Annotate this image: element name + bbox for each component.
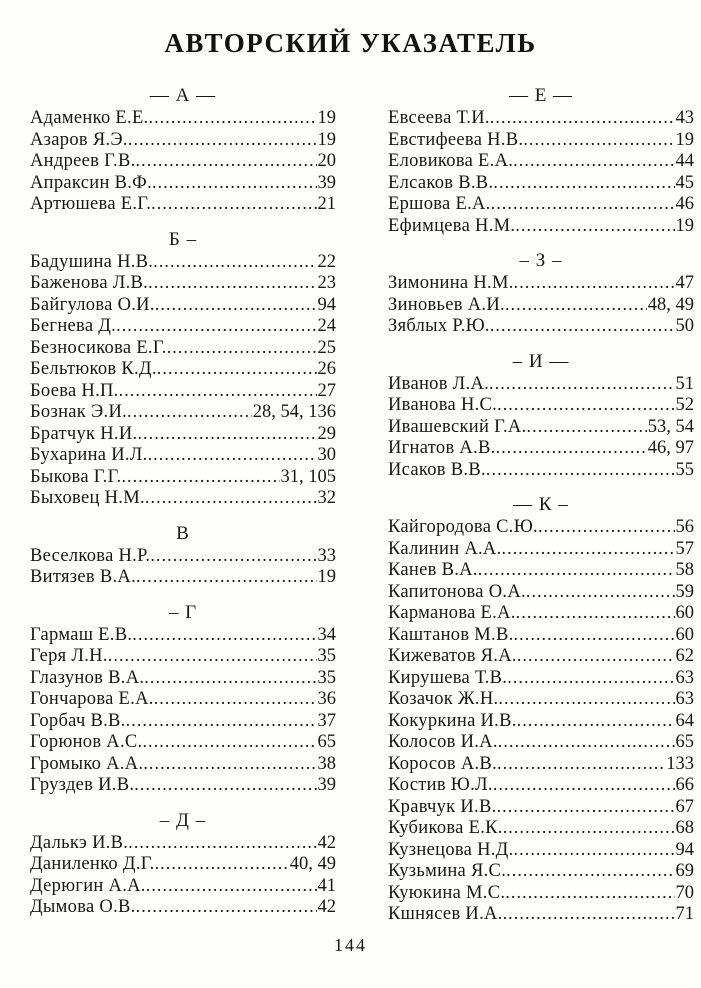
index-entry [30, 358, 336, 380]
dot-leader [498, 731, 675, 753]
dot-leader [514, 839, 675, 861]
dot-leader [493, 774, 675, 796]
author-name: Горюнов А.С. [30, 732, 143, 752]
dot-leader [491, 193, 675, 215]
page-ref: 47 [675, 273, 694, 293]
dot-leader [121, 466, 279, 488]
author-name: Кузьмина Я.С. [388, 861, 507, 881]
index-entry [388, 459, 694, 481]
author-name: Куюкина М.С. [388, 882, 506, 903]
page-ref: 39 [317, 172, 336, 193]
index-entry [30, 832, 336, 854]
dot-leader [490, 315, 675, 337]
dot-leader [497, 394, 674, 416]
page-ref: 28, 54, 136 [252, 402, 336, 422]
dot-leader [514, 624, 675, 646]
index-entry [388, 215, 694, 237]
dot-leader [146, 875, 317, 897]
index-entry [388, 538, 694, 560]
index-entry [388, 817, 694, 839]
author-name: Исаков В.В. [388, 459, 486, 480]
author-name: Иванова Н.С. [388, 395, 498, 415]
index-section [388, 250, 694, 337]
index-entry [388, 581, 694, 603]
author-name: Боева Н.П. [30, 380, 119, 401]
index-entry [30, 853, 336, 875]
dot-leader [150, 545, 316, 567]
dot-leader [505, 882, 674, 904]
author-name: Геря Л.Н. [30, 646, 108, 666]
page-ref: 26 [317, 359, 336, 379]
page-ref: 67 [675, 796, 694, 817]
page-ref: 40, 49 [289, 854, 336, 874]
index-entry [30, 688, 336, 710]
page-ref: 71 [675, 904, 694, 924]
page-ref: 50 [675, 316, 694, 336]
page-ref: 58 [675, 560, 694, 580]
author-name: Веселкова Н.Р. [30, 545, 151, 566]
page-ref: 19 [675, 129, 694, 150]
dot-leader [153, 251, 316, 273]
index-entry [388, 129, 694, 151]
page-ref: 56 [675, 517, 694, 537]
dot-leader [503, 903, 675, 925]
index-entry [30, 315, 336, 337]
dot-leader [497, 753, 665, 775]
page-ref: 19 [317, 129, 336, 150]
page-ref: 52 [675, 395, 694, 415]
author-name: Козачок Ж.Н. [388, 689, 499, 709]
section-letter: – Г [168, 601, 198, 623]
page-ref: 19 [317, 567, 336, 587]
index-entry [388, 796, 694, 818]
author-name: Кирушева Т.В. [388, 667, 508, 688]
page-ref: 29 [317, 423, 336, 444]
index-entry [30, 337, 336, 359]
index-entry [388, 516, 694, 538]
page-ref: 63 [675, 689, 694, 709]
dot-leader [136, 150, 317, 172]
author-name: Далькэ И.В. [30, 832, 129, 853]
author-name: Игнатов А.В. [388, 438, 496, 458]
dot-leader [478, 559, 675, 581]
index-entry [30, 896, 336, 918]
page-ref: 60 [675, 603, 694, 623]
dot-leader [154, 688, 317, 710]
author-name: Карманова Е.А. [388, 603, 516, 623]
author-name: Адаменко Е.Е. [30, 108, 149, 128]
index-entry [388, 645, 694, 667]
dot-leader [116, 315, 316, 337]
dot-leader [498, 688, 674, 710]
dot-leader [144, 667, 316, 689]
author-name: Ершова Е.А. [388, 194, 491, 214]
author-name: Витязев В.А. [30, 567, 137, 587]
section-letter: — Е — [508, 85, 574, 106]
page-ref: 63 [675, 667, 694, 688]
dot-leader [155, 853, 289, 875]
author-name: Коросов А.В. [388, 753, 497, 774]
index-entry [388, 373, 694, 395]
index-section [30, 523, 336, 588]
dot-leader [526, 581, 675, 603]
page-ref: 27 [317, 380, 336, 401]
page-ref: 57 [675, 538, 694, 559]
dot-leader [127, 401, 252, 423]
author-name: Зимонина Н.М. [388, 273, 514, 293]
page-ref: 43 [675, 108, 694, 128]
page-ref: 46, 97 [647, 438, 694, 458]
dot-leader [142, 731, 316, 753]
page-ref: 69 [675, 861, 694, 881]
dot-leader [516, 602, 675, 624]
index-section [30, 810, 336, 918]
dot-leader [132, 624, 316, 646]
dot-leader [513, 150, 674, 172]
author-name: Безносикова Е.Г. [30, 337, 167, 358]
page-ref: 36 [317, 689, 336, 709]
index-entry [388, 416, 694, 438]
page-ref: 45 [675, 172, 694, 193]
page-ref: 133 [666, 753, 694, 774]
index-entry [30, 731, 336, 753]
author-name: Евсеева Т.И. [388, 108, 490, 128]
index-section [30, 229, 336, 509]
index-entry [30, 466, 336, 488]
author-name: Бельтюков К.Д. [30, 359, 157, 379]
index-entry [388, 294, 694, 316]
page-ref: 35 [317, 646, 336, 666]
author-name: Калинин А.А. [388, 538, 502, 559]
page-ref: 68 [675, 818, 694, 838]
dot-leader [167, 337, 317, 359]
page-ref: 25 [317, 337, 336, 358]
index-entry [30, 710, 336, 732]
author-name: Дымова О.В. [30, 897, 136, 917]
page-ref: 42 [317, 832, 336, 853]
author-name: Кокуркина И.В. [388, 710, 517, 731]
author-name: Братчук Н.И. [30, 423, 138, 444]
index-entry [388, 193, 694, 215]
index-entry [30, 487, 336, 509]
author-name: Ефимцева Н.М. [388, 215, 516, 236]
author-name: Кижеватов Я.А. [388, 646, 517, 666]
author-name: Быкова Г.Г. [30, 466, 122, 487]
dot-leader [126, 710, 317, 732]
page-ref: 39 [317, 775, 336, 795]
page-ref: 32 [317, 488, 336, 508]
index-entry [30, 545, 336, 567]
author-name: Бадушина Н.В. [30, 251, 154, 272]
page-ref: 37 [317, 710, 336, 731]
dot-leader [503, 817, 675, 839]
dot-leader [137, 423, 316, 445]
page-ref: 65 [675, 732, 694, 752]
dot-leader [490, 107, 675, 129]
page-ref: 30 [317, 445, 336, 465]
author-name: Апраксин В.Ф. [30, 172, 152, 193]
author-name: Каштанов М.В. [388, 624, 514, 645]
index-entry [30, 566, 336, 588]
author-name: Иванов Л.А. [388, 373, 490, 394]
dot-leader [486, 459, 675, 481]
index-entry [388, 882, 694, 904]
page-ref: 65 [317, 732, 336, 752]
index-entry [388, 437, 694, 459]
page-ref: 24 [317, 316, 336, 336]
author-name: Баженова Л.В. [30, 273, 149, 293]
index-entry [30, 380, 336, 402]
page-ref: 94 [317, 294, 336, 315]
index-entry [388, 559, 694, 581]
left-column [30, 85, 336, 939]
index-entry [388, 315, 694, 337]
author-name: Гончарова Е.А. [30, 689, 154, 709]
index-entry [388, 272, 694, 294]
author-name: Кубикова Е.К. [388, 818, 503, 838]
page-ref: 60 [675, 624, 694, 645]
index-entry [388, 667, 694, 689]
author-name: Бухарина И.Л. [30, 445, 148, 465]
page-ref: 19 [317, 108, 336, 128]
index-entry [30, 251, 336, 273]
index-entry [388, 172, 694, 194]
index-entry [30, 401, 336, 423]
index-entry [30, 107, 336, 129]
page-ref: 31, 105 [280, 466, 336, 487]
author-name: Груздев И.В. [30, 775, 135, 795]
index-section [30, 602, 336, 796]
author-name: Кшнясев И.А. [388, 904, 503, 924]
index-entry [30, 150, 336, 172]
dot-leader [496, 437, 647, 459]
page-ref: 38 [317, 753, 336, 774]
index-entry [30, 645, 336, 667]
index-entry [30, 172, 336, 194]
dot-leader [145, 487, 317, 509]
dot-leader [148, 107, 316, 129]
author-name: Елсаков В.В. [388, 172, 494, 193]
index-entry [30, 193, 336, 215]
page-number: 144 [334, 935, 367, 955]
author-name: Кайгородова С.Ю. [388, 517, 538, 537]
index-entry [388, 731, 694, 753]
index-entry [388, 753, 694, 775]
index-entry [30, 294, 336, 316]
section-letter: – И — [512, 350, 570, 372]
section-letter: — А — [149, 85, 217, 106]
dot-leader [489, 373, 674, 395]
dot-leader [527, 416, 647, 438]
page-ref: 46 [675, 194, 694, 214]
page-ref: 23 [317, 273, 336, 293]
index-entry [30, 774, 336, 796]
dot-leader [152, 172, 317, 194]
page-ref: 35 [317, 667, 336, 688]
author-name: Капитонова О.А. [388, 581, 526, 602]
dot-leader [506, 860, 674, 882]
page-ref: 48, 49 [647, 294, 694, 315]
dot-leader [157, 358, 317, 380]
dot-leader [517, 710, 675, 732]
author-name: Кравчук И.В. [388, 796, 497, 817]
section-letter: – З – [519, 250, 563, 271]
dot-leader [502, 538, 675, 560]
page-ref: 55 [675, 459, 694, 480]
document-page [0, 28, 701, 955]
page-ref: 42 [317, 897, 336, 917]
dot-leader [151, 193, 316, 215]
index-entry [30, 624, 336, 646]
index-section [30, 85, 336, 215]
index-entry [30, 444, 336, 466]
author-name: Канев В.А. [388, 560, 478, 580]
index-entry [388, 903, 694, 925]
page-ref: 41 [317, 875, 336, 896]
index-entry [388, 839, 694, 861]
dot-leader [128, 832, 316, 854]
page-ref: 53, 54 [647, 416, 694, 437]
page-ref: 33 [317, 545, 336, 566]
author-name: Евстифеева Н.В. [388, 129, 524, 150]
dot-leader [136, 896, 317, 918]
section-letter: В [176, 522, 190, 544]
author-name: Азаров Я.Э. [30, 129, 128, 150]
index-entry [30, 423, 336, 445]
author-name: Костив Ю.Л. [388, 775, 493, 795]
page-ref: 20 [317, 151, 336, 171]
right-column [388, 85, 694, 939]
author-name: Зяблых Р.Ю. [388, 316, 490, 336]
author-name: Артюшева Е.Г. [30, 194, 152, 214]
dot-leader [155, 294, 317, 316]
page-title: АВТОРСКИЙ УКАЗАТЕЛЬ [164, 28, 537, 58]
index-entry [388, 860, 694, 882]
section-letter: Б – [168, 228, 198, 250]
page-ref: 19 [675, 215, 694, 236]
index-entry [388, 624, 694, 646]
author-name: Андреев Г.В. [30, 151, 136, 171]
dot-leader [517, 645, 675, 667]
dot-leader [514, 272, 675, 294]
author-name: Быховец Н.М. [30, 488, 145, 508]
index-columns [0, 85, 701, 939]
author-name: Зиновьев А.И. [388, 294, 505, 315]
page-ref: 59 [675, 581, 694, 602]
index-entry [30, 875, 336, 897]
author-name: Громыко А.А. [30, 753, 144, 774]
page-ref: 62 [675, 646, 694, 666]
dot-leader [119, 380, 317, 402]
author-name: Дерюгин А.А. [30, 875, 146, 896]
index-entry [388, 688, 694, 710]
index-section [388, 85, 694, 236]
author-name: Глазунов В.А. [30, 667, 145, 688]
author-name: Гармаш Е.В. [30, 624, 133, 645]
index-entry [30, 129, 336, 151]
page-ref: 44 [675, 151, 694, 171]
dot-leader [515, 215, 674, 237]
dot-leader [538, 516, 675, 538]
author-name: Бознак Э.И. [30, 402, 128, 422]
dot-leader [148, 272, 316, 294]
page-ref: 94 [675, 839, 694, 860]
author-name: Горбач В.В. [30, 710, 126, 731]
dot-leader [134, 774, 316, 796]
index-section [388, 494, 694, 925]
author-name: Еловикова Е.А. [388, 151, 514, 171]
page-ref: 34 [317, 624, 336, 645]
dot-leader [143, 753, 316, 775]
dot-leader [507, 667, 674, 689]
index-entry [388, 394, 694, 416]
index-entry [388, 602, 694, 624]
author-name: Кузнецова Н.Д. [388, 839, 514, 860]
page-ref: 66 [675, 775, 694, 795]
dot-leader [523, 129, 674, 151]
index-entry [30, 667, 336, 689]
author-name: Ивашевский Г.А. [388, 416, 527, 437]
dot-leader [128, 129, 317, 151]
section-letter: – Д – [159, 809, 207, 831]
dot-leader [505, 294, 647, 316]
index-entry [388, 150, 694, 172]
index-entry [388, 774, 694, 796]
author-name: Даниленко Д.Г. [30, 854, 155, 874]
index-entry [388, 107, 694, 129]
index-section [388, 351, 694, 481]
page-ref: 21 [317, 194, 336, 214]
page-ref: 70 [675, 882, 694, 903]
dot-leader [497, 796, 675, 818]
index-entry [30, 272, 336, 294]
index-entry [30, 753, 336, 775]
section-letter: — К – [513, 494, 569, 515]
author-name: Колосов И.А. [388, 732, 498, 752]
page-ref: 22 [317, 251, 336, 272]
dot-leader [148, 444, 317, 466]
page-ref: 51 [675, 373, 694, 394]
dot-leader [136, 566, 316, 588]
dot-leader [493, 172, 674, 194]
author-name: Бегнева Д. [30, 316, 117, 336]
index-entry [388, 710, 694, 732]
author-name: Байгулова О.И. [30, 294, 155, 315]
page-ref: 64 [675, 710, 694, 731]
dot-leader [108, 645, 317, 667]
